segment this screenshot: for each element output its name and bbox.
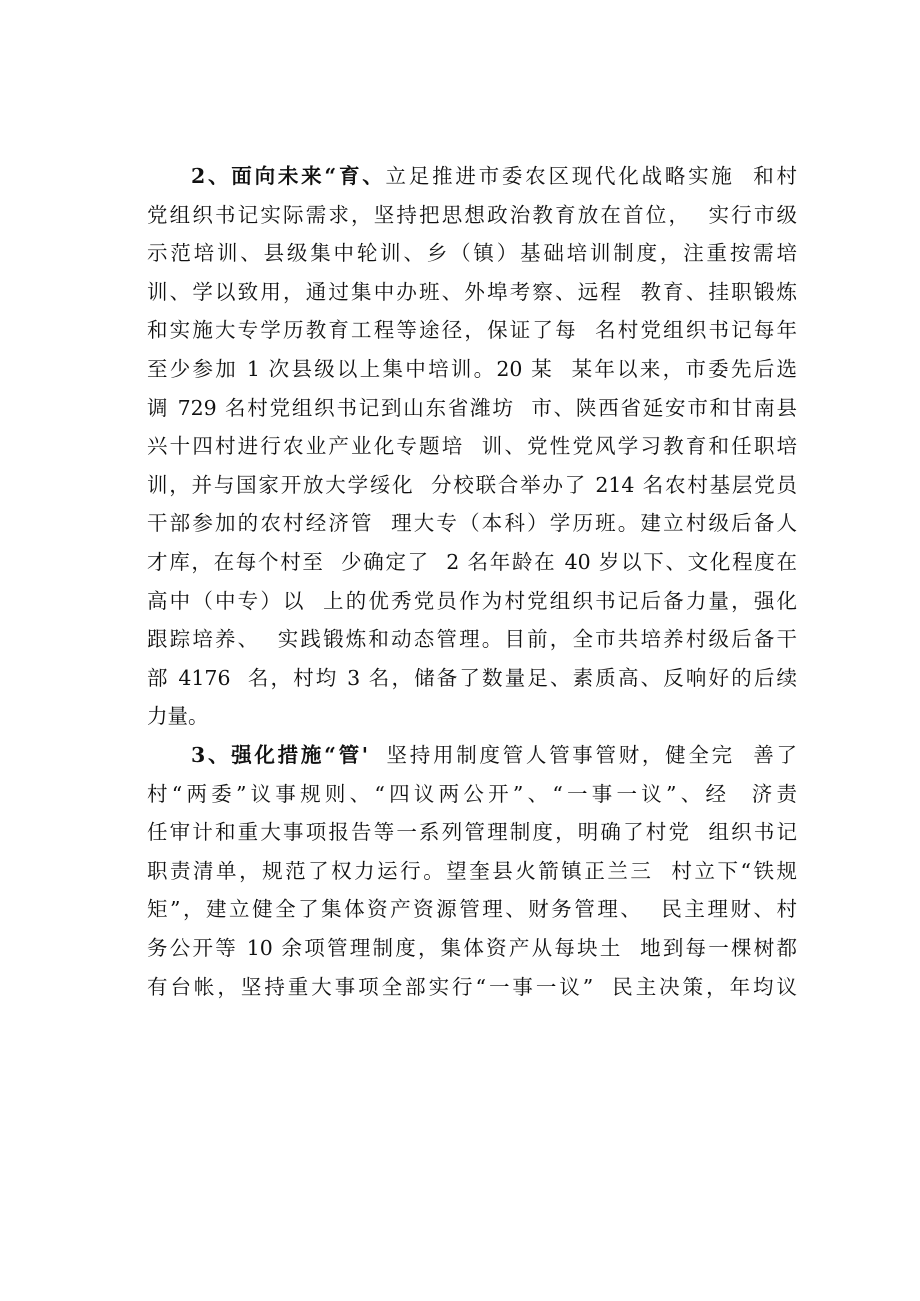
body-line: 训，并与国家开放大学绥化 分校联合举办了 214 名农村基层党员 xyxy=(147,472,797,497)
body-line: 部 4176 名，村均 3 名，储备了数量足、素质高、反响好的后续 xyxy=(147,665,797,690)
body-line: 干部参加的农村经济管 理大专（本科）学历班。建立村级后备人 xyxy=(147,511,797,536)
body-line: 跟踪培养、 实践锻炼和动态管理。目前，全市共培养村级后备干 xyxy=(147,627,797,652)
body-line: 才库，在每个村至 少确定了 2 名年龄在 40 岁以下、文化程度在 xyxy=(147,549,797,574)
body-line: 立足推进市委农区现代化战略实施 和村 xyxy=(385,164,797,188)
paragraph-2 xyxy=(147,157,797,736)
body-line: 任审计和重大事项报告等一系列管理制度，明确了村党 组织书记 xyxy=(147,820,797,845)
body-line: 高中（中专）以 上的优秀党员作为村党组织书记后备力量，强化 xyxy=(147,588,797,613)
section-heading-2: 2、面向未来“育、 xyxy=(191,164,386,188)
body-line: 至少参加 1 次县级以上集中培训。20 某 某年以来，市委先后选 xyxy=(147,356,797,381)
paragraph-2-first-line xyxy=(147,157,797,196)
paragraph-3 xyxy=(147,736,797,1006)
body-line: 力量。 xyxy=(147,704,209,729)
body-line: 训、学以致用，通过集中办班、外埠考察、远程 教育、挂职锻炼 xyxy=(147,279,797,304)
body-line: 党组织书记实际需求，坚持把思想政治教育放在首位， 实行市级 xyxy=(147,202,797,227)
body-line: 兴十四村进行农业产业化专题培 训、党性党风学习教育和任职培 xyxy=(147,434,797,459)
body-line: 务公开等 10 余项管理制度，集体资产从每块土 地到每一棵树都 xyxy=(147,935,797,960)
body-line: 调 729 名村党组织书记到山东省潍坊 市、陕西省延安市和甘南县 xyxy=(147,395,797,420)
body-line: 有台帐，坚持重大事项全部实行“一事一议” 民主决策，年均议 xyxy=(147,974,797,999)
body-line: 矩”，建立健全了集体资产资源管理、财务管理、 民主理财、村 xyxy=(147,897,797,922)
paragraph-3-first-line xyxy=(147,736,797,775)
body-line: 村“两委”议事规则、“四议两公开”、“一事一议”、经 济责 xyxy=(147,781,797,806)
body-line: 示范培训、县级集中轮训、乡（镇）基础培训制度，注重按需培 xyxy=(147,241,797,266)
body-line: 坚持用制度管人管事管财，健全完 善了 xyxy=(368,743,797,767)
section-heading-3: 3、强化措施“管' xyxy=(191,743,369,767)
body-line: 和实施大专学历教育工程等途径，保证了每 名村党组织书记每年 xyxy=(147,318,797,343)
body-line: 职责清单，规范了权力运行。望奎县火箭镇正兰三 村立下“铁规 xyxy=(147,858,797,883)
